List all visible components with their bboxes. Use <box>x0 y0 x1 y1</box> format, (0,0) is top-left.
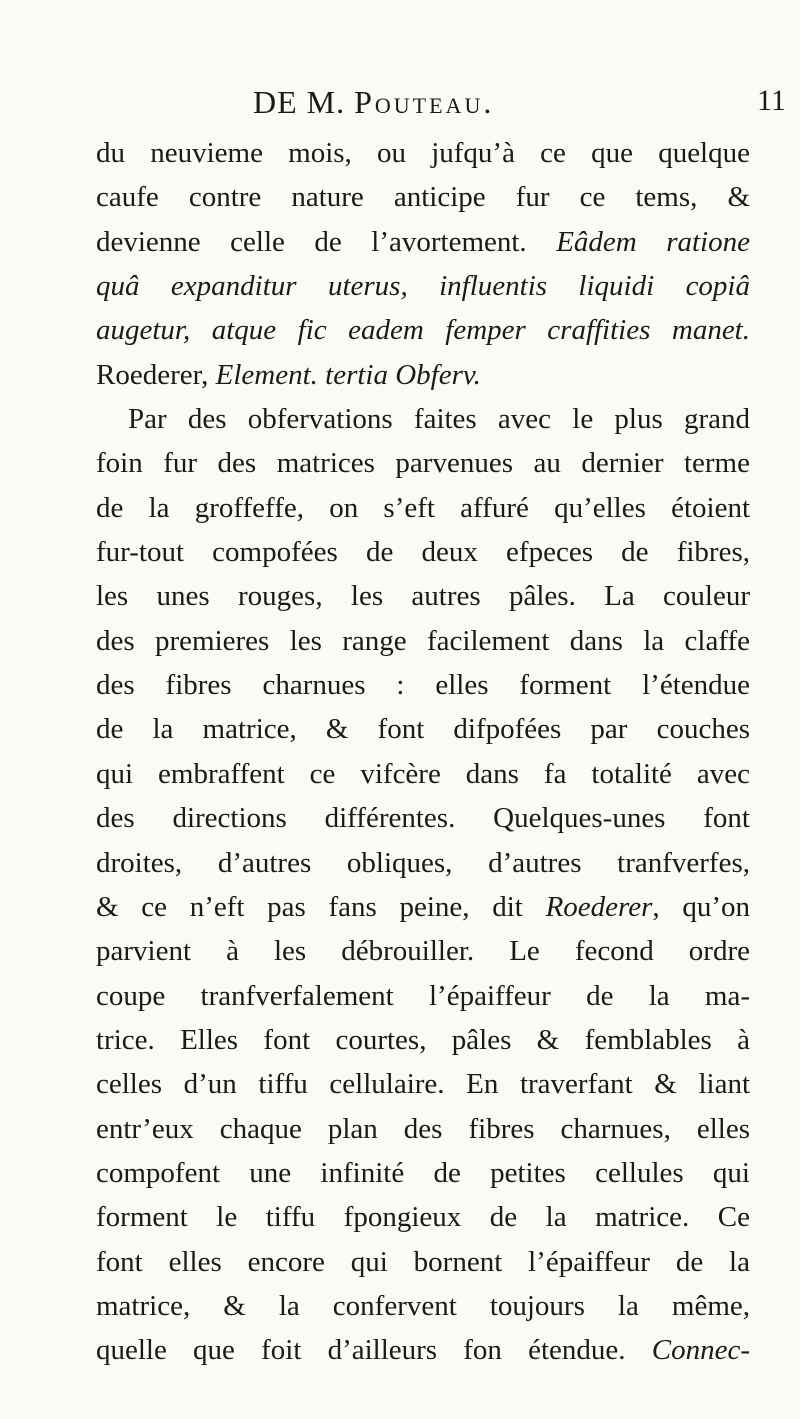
text-line: quelle que foit d’ailleurs fon étendue. Connec- <box>96 1334 750 1367</box>
text-line: des fibres charnues : elles forment l’étendue <box>96 669 750 702</box>
text-line: droites, d’autres obliques, d’autres tranfverfes, <box>96 846 750 879</box>
text-line: & ce n’eft pas fans peine, dit Roederer, qu’on <box>96 890 750 923</box>
text-line: quâ expanditur uterus, influentis liquidi copiâ <box>96 270 750 303</box>
text-line: augetur, atque fic eadem femper craffities manet. <box>96 314 750 347</box>
text-line: coupe tranfverfalement l’épaiffeur de la ma- <box>96 979 750 1012</box>
text-line: entr’eux chaque plan des fibres charnues, elles <box>96 1112 750 1145</box>
text-line: parvient à les débrouiller. Le fecond ordre <box>96 935 750 968</box>
running-head-author: Pouteau. <box>354 84 495 120</box>
text-line: les unes rouges, les autres pâles. La couleur <box>96 580 750 613</box>
text-line: devienne celle de l’avortement. Eâdem ratione <box>96 225 750 258</box>
text-line: Roederer, Element. tertia Obferv. <box>96 358 481 391</box>
text-line: forment le tiffu fpongieux de la matrice. Ce <box>96 1201 750 1234</box>
page-header <box>0 84 800 124</box>
text-line: du neuvieme mois, ou jufqu’à ce que quelque <box>96 137 750 169</box>
body-text <box>96 131 750 1373</box>
text-line: foin fur des matrices parvenues au dernier terme <box>96 447 750 480</box>
text-line: de la groffeffe, on s’eft affuré qu’elles étoient <box>96 491 750 524</box>
text-line: des premieres les range facilement dans la claffe <box>96 624 750 657</box>
text-line: des directions différentes. Quelques-unes font <box>96 802 750 835</box>
text-line: celles d’un tiffu cellulaire. En traverfant & liant <box>96 1068 750 1101</box>
text-line: qui embraffent ce vifcère dans fa totalité avec <box>96 757 750 790</box>
running-head <box>253 84 494 121</box>
text-line: font elles encore qui bornent l’épaiffeur de la <box>96 1245 750 1278</box>
text-line: matrice, & la confervent toujours la même, <box>96 1289 750 1322</box>
text-line: de la matrice, & font difpofées par couches <box>96 713 750 746</box>
text-line: trice. Elles font courtes, pâles & femblables à <box>96 1023 750 1056</box>
text-line: caufe contre nature anticipe fur ce tems, & <box>96 181 750 214</box>
page-number: 11 <box>757 84 786 117</box>
text-line: compofent une infinité de petites cellules qui <box>96 1156 750 1189</box>
text-line: Par des obfervations faites avec le plus grand <box>128 403 750 436</box>
running-head-prefix: DE M. <box>253 84 346 120</box>
text-line: fur-tout compofées de deux efpeces de fibres, <box>96 536 750 569</box>
